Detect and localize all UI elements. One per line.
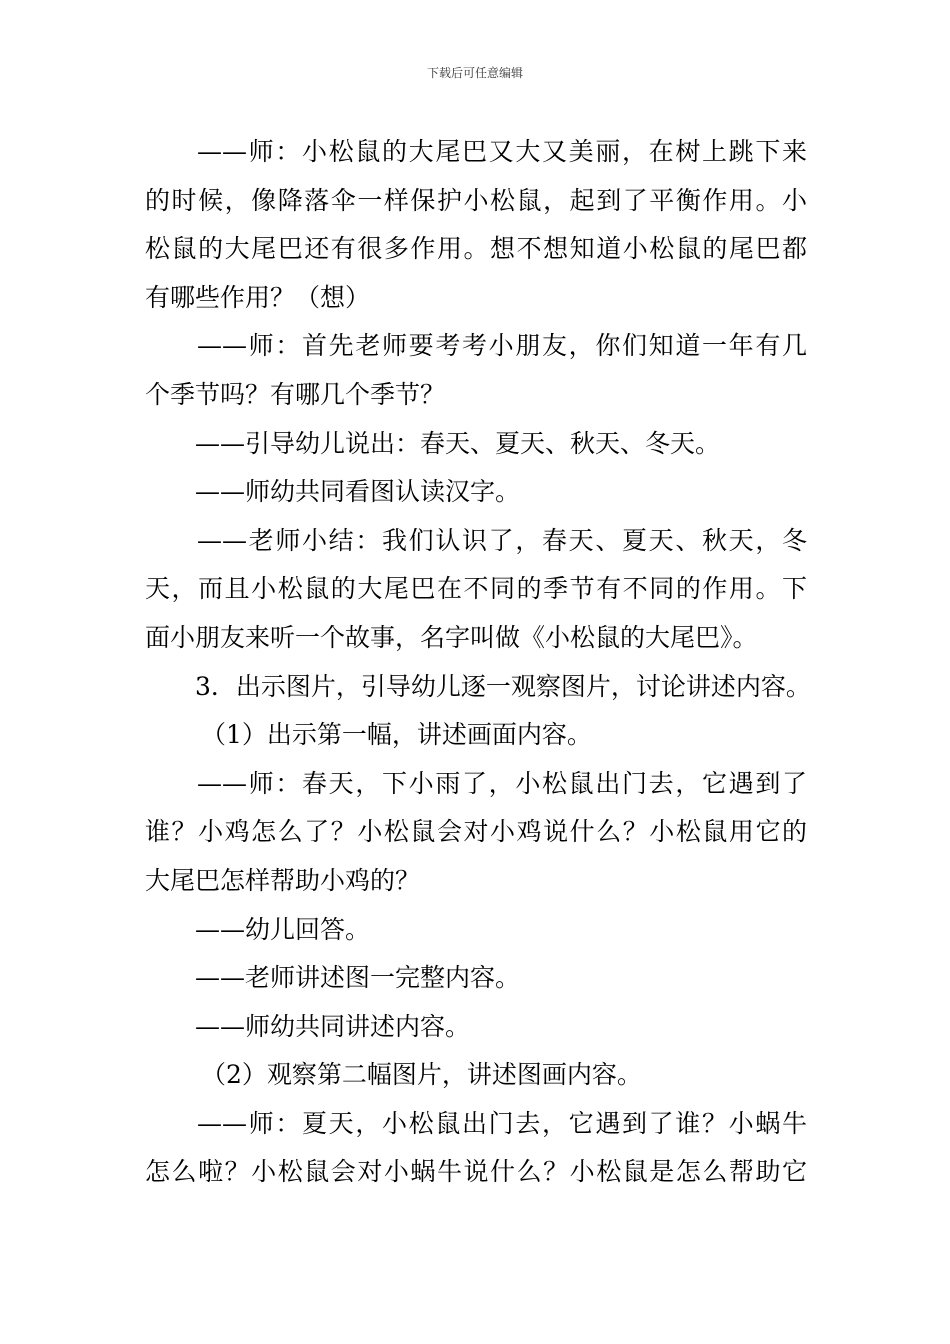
paragraph-line: 面小朋友来听一个故事，名字叫做《小松鼠的大尾巴》。 <box>145 622 758 652</box>
paragraph-line: ——师：首先老师要考考小朋友，你们知道一年有几 <box>197 331 807 361</box>
paragraph-line: 松鼠的大尾巴还有很多作用。想不想知道小松鼠的尾巴都 <box>145 234 807 264</box>
paragraph-line: ——师幼共同看图认读汉字。 <box>195 477 521 507</box>
paragraph-line: ——老师小结：我们认识了，春天、夏天、秋天，冬 <box>197 525 807 555</box>
paragraph-line: ——师：夏天，小松鼠出门去，它遇到了谁？小蜗牛 <box>197 1108 807 1138</box>
paragraph-line: ——引导幼儿说出：春天、夏天、秋天、冬天。 <box>195 428 721 458</box>
paragraph-line: 3．出示图片，引导幼儿逐一观察图片，讨论讲述内容。 <box>195 671 811 701</box>
paragraph-line: 天，而且小松鼠的大尾巴在不同的季节有不同的作用。下 <box>145 574 807 604</box>
paragraph-line: ——老师讲述图一完整内容。 <box>195 963 521 993</box>
document-body <box>145 128 811 1197</box>
paragraph-line: 的时候，像降落伞一样保护小松鼠，起到了平衡作用。小 <box>145 185 807 215</box>
page-header-note: 下载后可任意编辑 <box>426 66 523 80</box>
paragraph-line: 个季节吗？有哪几个季节？ <box>145 379 446 409</box>
paragraph-line: ——师：春天，下小雨了，小松鼠出门去，它遇到了 <box>197 768 807 798</box>
paragraph-line: （2）观察第二幅图片，讲述图画内容。 <box>201 1060 642 1090</box>
paragraph-line: 谁？小鸡怎么了？小松鼠会对小鸡说什么？小松鼠用它的 <box>145 817 807 847</box>
paragraph-line: ——师：小松鼠的大尾巴又大又美丽，在树上跳下来 <box>197 137 807 166</box>
paragraph-line: 大尾巴怎样帮助小鸡的？ <box>145 865 421 895</box>
paragraph-line: 怎么啦？小松鼠会对小蜗牛说什么？小松鼠是怎么帮助它 <box>145 1157 807 1187</box>
paragraph-line: （1）出示第一幅，讲述画面内容。 <box>201 720 592 750</box>
paragraph-line: ——师幼共同讲述内容。 <box>195 1011 471 1041</box>
paragraph-line: 有哪些作用？（想） <box>145 282 371 312</box>
paragraph-line: ——幼儿回答。 <box>195 914 371 944</box>
